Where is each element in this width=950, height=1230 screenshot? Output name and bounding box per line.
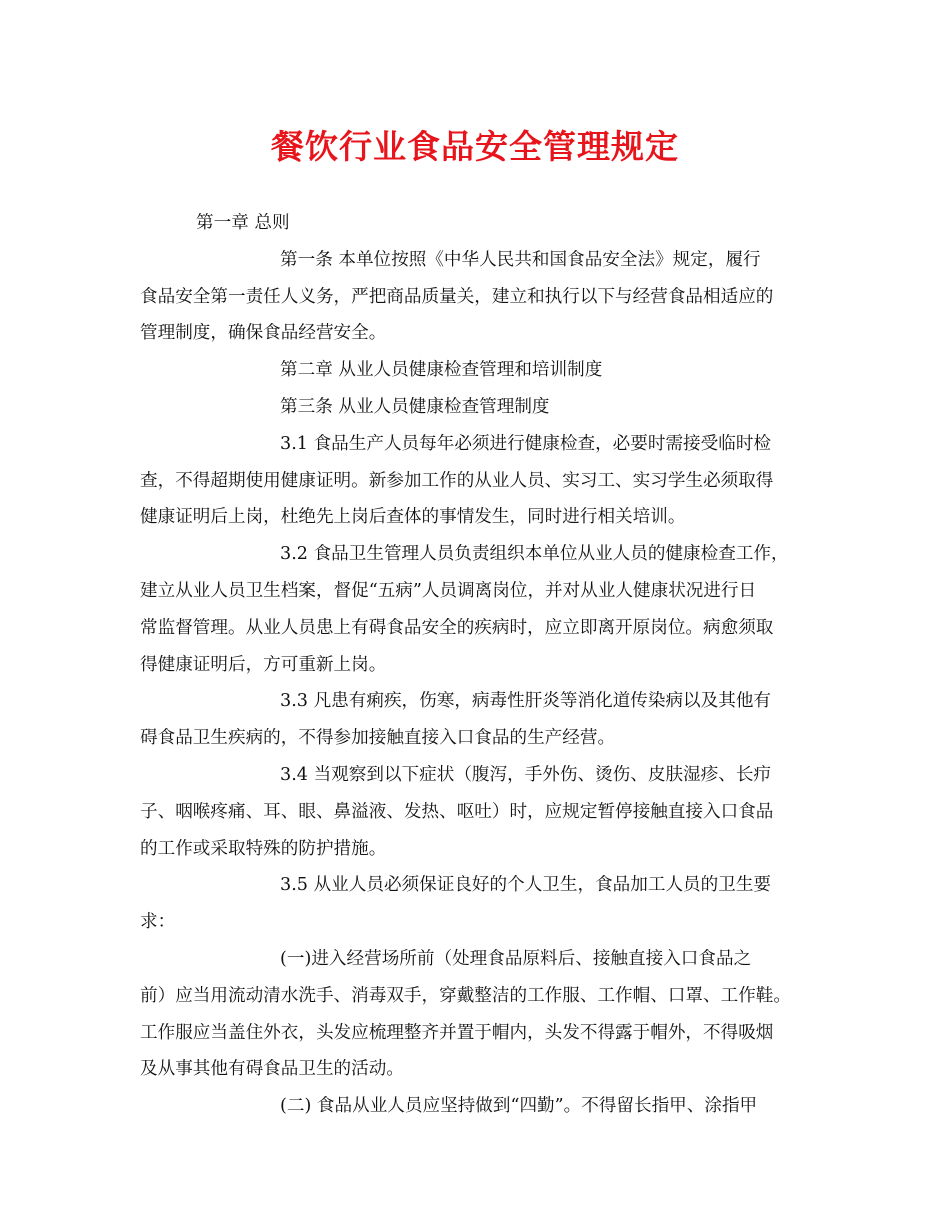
paragraph-line: 3.1 食品生产人员每年必须进行健康检查，必要时需接受临时检 — [280, 433, 772, 454]
paragraph-line: 得健康证明后，方可重新上岗。 — [140, 654, 387, 675]
chapter-heading: 第二章 从业人员健康检查管理和培训制度 — [280, 360, 603, 381]
paragraph-line: 管理制度，确保食品经营安全。 — [140, 323, 387, 344]
paragraph-line: 健康证明后上岗，杜绝先上岗后查体的事情发生，同时进行相关培训。 — [140, 507, 686, 528]
document-title: 餐饮行业食品安全管理规定 — [271, 127, 679, 166]
paragraph-line: 3.2 食品卫生管理人员负责组织本单位从业人员的健康检查工作， — [280, 544, 789, 565]
paragraph-line: 及从事其他有碍食品卫生的活动。 — [140, 1059, 404, 1080]
paragraph-line: 前）应当用流动清水洗手、消毒双手，穿戴整洁的工作服、工作帽、口罩、工作鞋。 — [140, 985, 791, 1006]
paragraph-line: 子、咽喉疼痛、耳、眼、鼻溢液、发热、呕吐）时，应规定暂停接触直接入口食品 — [140, 801, 774, 822]
paragraph-line: 求： — [140, 912, 176, 933]
paragraph-line: 3.4 当观察到以下症状（腹泻，手外伤、烫伤、皮肤湿疹、长疖 — [280, 764, 772, 785]
paragraph-line: 食品安全第一责任人义务，严把商品质量关，建立和执行以下与经营食品相适应的 — [140, 286, 774, 307]
paragraph-line: 3.5 从业人员必须保证良好的个人卫生，食品加工人员的卫生要 — [280, 875, 772, 896]
paragraph-line: 3.3 凡患有痢疾，伤寒，病毒性肝炎等消化道传染病以及其他有 — [280, 691, 772, 712]
document-body — [140, 205, 812, 1125]
chapter-heading: 第一章 总则 — [196, 213, 290, 233]
paragraph-line: 工作服应当盖住外衣，头发应梳理整齐并置于帽内，头发不得露于帽外，不得吸烟 — [140, 1022, 774, 1043]
article-heading: 第三条 从业人员健康检查管理制度 — [280, 396, 550, 417]
paragraph-line: 查，不得超期使用健康证明。新参加工作的从业人员、实习工、实习学生必须取得 — [140, 470, 774, 491]
paragraph-line: (二) 食品从业人员应坚持做到“四勤”。不得留长指甲、涂指甲 — [280, 1096, 758, 1117]
paragraph-line: 碍食品卫生疾病的，不得参加接触直接入口食品的生产经营。 — [140, 728, 616, 749]
paragraph-line: 第一条 本单位按照《中华人民共和国食品安全法》规定，履行 — [280, 249, 761, 270]
paragraph-line: 建立从业人员卫生档案，督促“五病”人员调离岗位，并对从业人健康状况进行日 — [140, 580, 757, 601]
paragraph-line: 的工作或采取特殊的防护措施。 — [140, 838, 387, 859]
paragraph-line: (一)进入经营场所前（处理食品原料后、接触直接入口食品之 — [280, 948, 752, 969]
paragraph-line: 常监督管理。从业人员患上有碍食品安全的疾病时，应立即离开原岗位。病愈须取 — [140, 617, 774, 638]
